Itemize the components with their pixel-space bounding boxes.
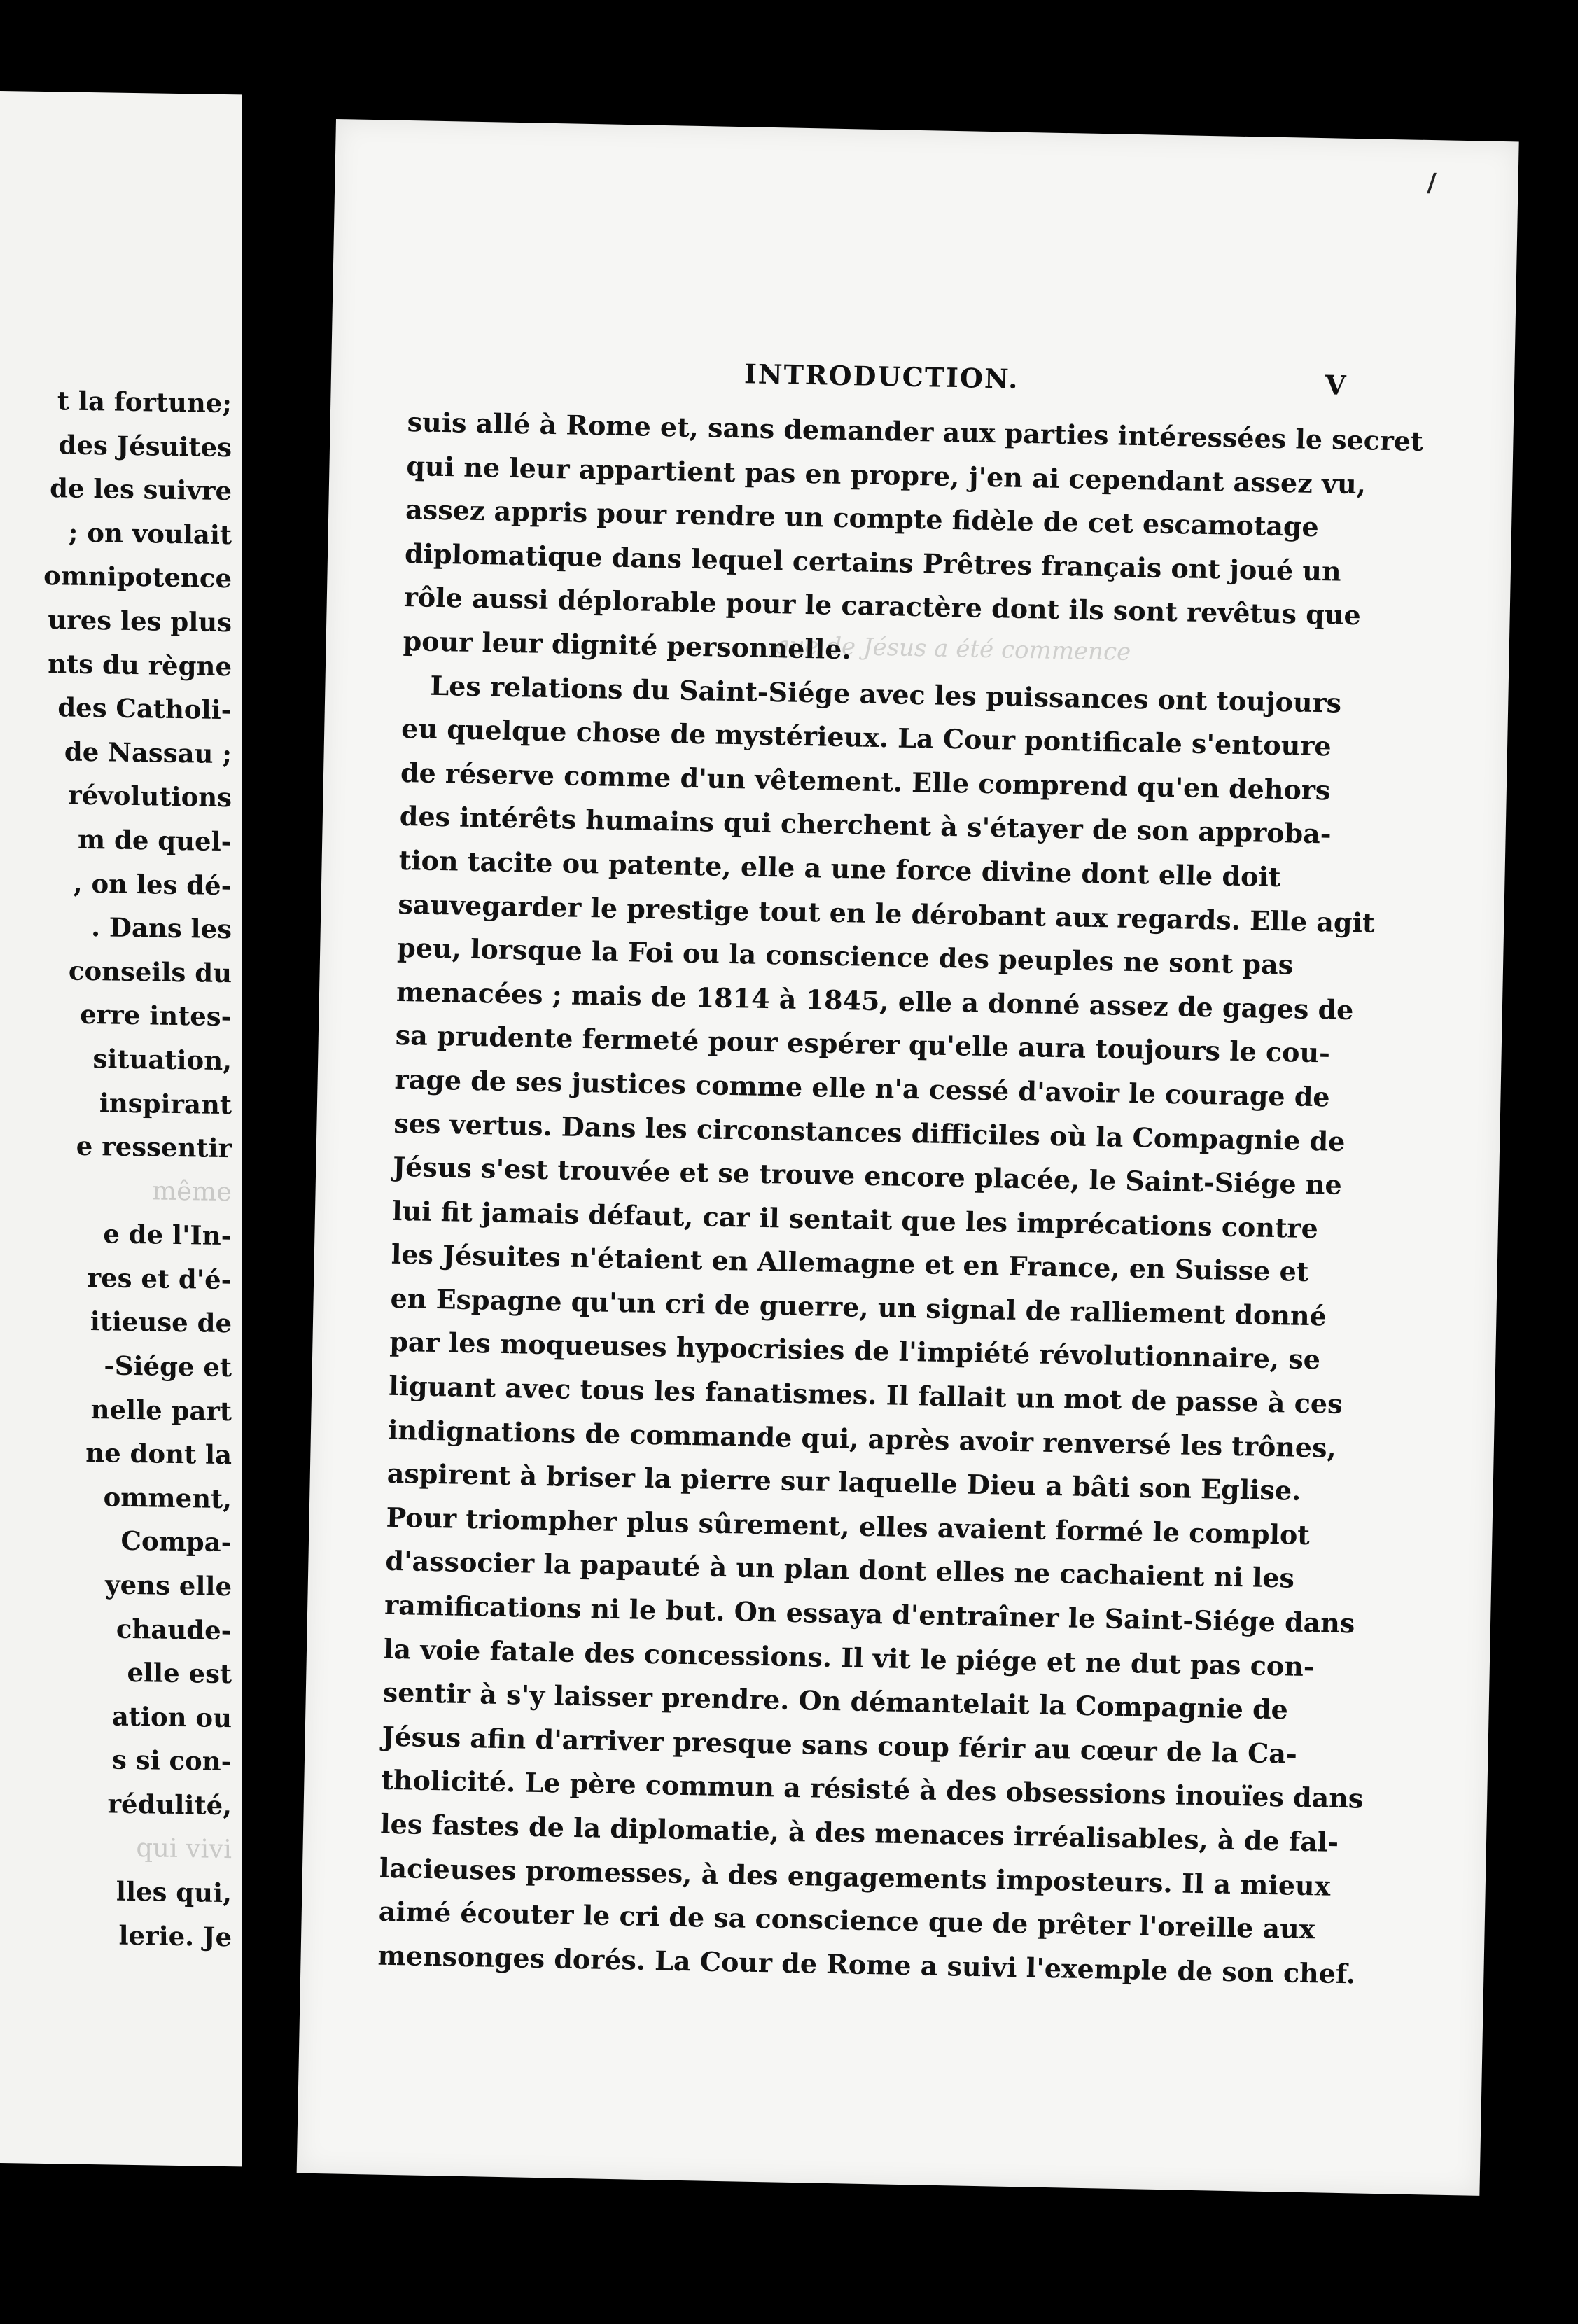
body-text: [377, 400, 1424, 1994]
left-page-line: t la fortune;: [57, 385, 232, 419]
body-line: la voie fatale des concessions. Il vit le piége et ne dut pas con-: [383, 1632, 1315, 1682]
body-line: diplomatique dans lequel certains Prêtres français ont joué un: [404, 537, 1342, 587]
left-page-line: omment,: [103, 1481, 232, 1515]
left-page-line: e de l'In-: [103, 1218, 232, 1252]
page-number: V: [1325, 369, 1346, 401]
body-line: sa prudente fermeté pour espérer qu'elle aura toujours le cou-: [395, 1019, 1331, 1069]
left-page-line: même: [152, 1175, 232, 1207]
left-page-line: res et d'é-: [87, 1261, 232, 1296]
left-page-line: lerie. Je: [118, 1919, 232, 1952]
body-line: d'associer la papauté à un plan dont elles ne cachaient ni les: [385, 1545, 1295, 1595]
body-line: eu quelque chose de mystérieux. La Cour pontificale s'entoure: [400, 713, 1332, 762]
left-page-line: situation,: [92, 1042, 232, 1077]
left-page-line: yens elle: [105, 1569, 232, 1602]
left-page-line: de les suivre: [50, 472, 232, 507]
left-page-line: . Dans les: [91, 911, 232, 945]
body-line: sauvegarder le prestige tout en le dérobant aux regards. Elle agit: [398, 888, 1376, 939]
left-page-line: elle est: [127, 1657, 232, 1690]
left-page-line: ne dont la: [85, 1437, 232, 1471]
body-line: Jésus afin d'arriver presque sans coup férir au cœur de la Ca-: [382, 1720, 1298, 1770]
body-line: par les moqueuses hypocrisies de l'impiété révolutionnaire, se: [389, 1326, 1321, 1376]
left-page-line: ures les plus: [48, 604, 232, 638]
left-page-line: rédulité,: [107, 1788, 232, 1821]
body-line: indignations de commande qui, après avoir renversé les trônes,: [387, 1413, 1337, 1464]
left-page-line: des Catholi-: [57, 692, 232, 726]
body-line: liguant avec tous les fanatismes. Il fallait un mot de passe à ces: [388, 1369, 1343, 1420]
body-line: peu, lorsque la Foi ou la conscience des peuples ne sont pas: [396, 932, 1294, 981]
left-page-line: des Jésuites: [58, 428, 232, 463]
body-line: tion tacite ou patente, elle a une force divine dont elle doit: [398, 844, 1281, 893]
left-page-line: ; on voulait: [68, 517, 232, 550]
body-line: rôle aussi déplorable pour le caractère dont ils sont revêtus que: [403, 581, 1362, 631]
body-line: aspirent à briser la pierre sur laquelle Dieu a bâti son Eglise.: [386, 1457, 1301, 1507]
left-page-line: ation ou: [111, 1700, 232, 1734]
left-page-line: nelle part: [90, 1393, 232, 1427]
left-page-text: [0, 376, 232, 1959]
left-page-line: de Nassau ;: [64, 736, 232, 769]
body-line: de réserve comme d'un vêtement. Elle comprend qu'en dehors: [400, 756, 1331, 806]
running-head: INTRODUCTION.: [743, 358, 1019, 395]
body-line: aimé écouter le cri de sa conscience que de prêter l'oreille aux: [378, 1895, 1315, 1945]
left-page-line: qui vivi: [136, 1832, 232, 1864]
body-line: assez appris pour rendre un compte fidèle de cet escamotage: [405, 493, 1320, 543]
left-page-line: e ressentir: [76, 1130, 232, 1164]
left-page-line: nts du règne: [48, 648, 232, 682]
body-line: pour leur dignité personnelle.: [403, 624, 852, 666]
margin-mark: /: [1427, 167, 1437, 198]
left-page-line: Compa-: [120, 1525, 232, 1558]
left-page-line: m de quel-: [77, 823, 232, 858]
left-page-line: s si con-: [112, 1744, 232, 1777]
left-page: [0, 91, 242, 2166]
body-line: qui ne leur appartient pas en propre, j'en ai cependant assez vu,: [406, 449, 1367, 500]
left-page-line: inspirant: [99, 1086, 232, 1120]
left-page-line: conseils du: [68, 955, 232, 988]
body-line: ramifications ni le but. On essaya d'entraîner le Saint-Siége dans: [384, 1588, 1355, 1639]
body-line: des intérêts humains qui cherchent à s'étayer de son approba-: [399, 800, 1332, 850]
body-line: ses vertus. Dans les circonstances difficiles où la Compagnie de: [393, 1107, 1346, 1157]
left-page-line: , on les dé-: [73, 867, 232, 901]
body-line: Les relations du Saint-Siége avec les puissances ont toujours: [430, 669, 1342, 719]
right-page: [297, 119, 1519, 2196]
body-line: rage de ses justices comme elle n'a cessé d'avoir le courage de: [394, 1063, 1331, 1113]
body-line: lacieuses promesses, à des engagements imposteurs. Il a mieux: [379, 1851, 1331, 1902]
body-line: mensonges dorés. La Cour de Rome a suivi l'exemple de son chef.: [377, 1939, 1356, 1990]
body-line: les fastes de la diplomatie, à des menaces irréalisables, à de fal-: [379, 1807, 1339, 1858]
body-line: suis allé à Rome et, sans demander aux parties intéressées le secret: [407, 406, 1424, 457]
body-line: menacées ; mais de 1814 à 1845, elle a donné assez de gages de: [396, 975, 1354, 1026]
left-page-line: lles qui,: [116, 1875, 232, 1909]
left-page-line: révolutions: [68, 779, 232, 813]
left-page-line: itieuse de: [90, 1306, 232, 1339]
body-line: Jésus s'est trouvée et se trouve encore placée, le Saint-Siége ne: [392, 1150, 1343, 1200]
body-line: Pour triompher plus sûrement, elles avaient formé le complot: [386, 1501, 1311, 1550]
left-page-line: chaude-: [116, 1613, 232, 1646]
left-page-line: omnipotence: [43, 560, 232, 594]
bleed-through-text: que de Jésus a été commence: [774, 631, 1131, 666]
body-line: tholicité. Le père commun a résisté à des obsessions inouïes dans: [381, 1764, 1364, 1815]
body-line: les Jésuites n'étaient en Allemagne et en France, en Suisse et: [391, 1238, 1309, 1288]
body-line: sentir à s'y laisser prendre. On démantelait la Compagnie de: [382, 1676, 1289, 1726]
body-line: lui fit jamais défaut, car il sentait que les imprécations contre: [391, 1194, 1319, 1244]
left-page-line: -Siége et: [104, 1350, 232, 1383]
body-line: en Espagne qu'un cri de guerre, un signal de ralliement donné: [390, 1282, 1327, 1332]
left-page-line: erre intes-: [80, 999, 232, 1032]
